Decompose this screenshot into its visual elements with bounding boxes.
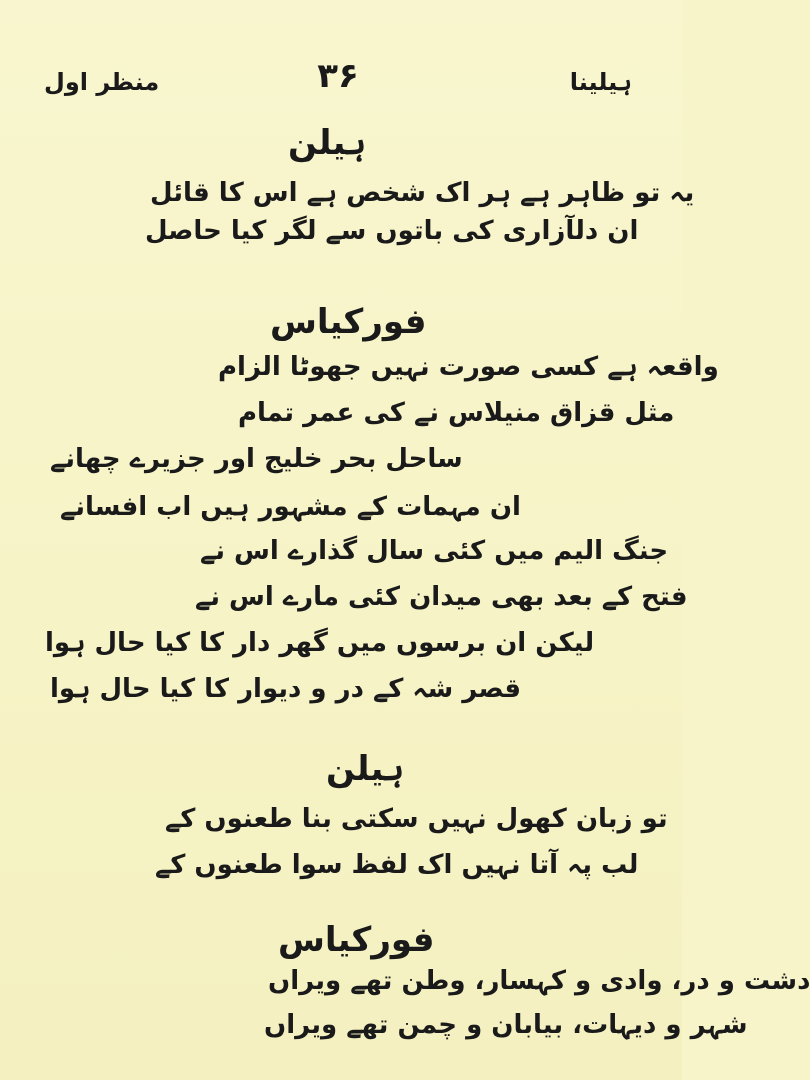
verse-line: یہ تو ظاہر ہے ہر اک شخص ہے اس کا قائل: [150, 178, 695, 208]
verse-line: تو زبان کھول نہیں سکتی بنا طعنوں کے: [165, 804, 668, 834]
verse-line: لیکن ان برسوں میں گھر دار کا کیا حال ہوا: [45, 628, 595, 658]
verse-line: فتح کے بعد بھی میدان کئی مارے اس نے: [195, 582, 688, 612]
verse-line: واقعہ ہے کسی صورت نہیں جھوٹا الزام: [218, 352, 719, 382]
speaker-name: ہیلن: [326, 749, 405, 789]
page-number: ۳۶: [317, 56, 359, 96]
verse-line: ان مہمات کے مشہور ہیں اب افسانے: [60, 492, 521, 522]
page-header: [44, 56, 632, 100]
speaker-name: فورکیاس: [278, 920, 435, 960]
verse-line: جنگ الیم میں کئی سال گذارے اس نے: [200, 536, 669, 566]
verse-line: مثل قزاق منیلاس نے کی عمر تمام: [238, 398, 675, 428]
speaker-name: ہیلن: [288, 123, 367, 163]
verse-line: دشت و در، وادی و کہسار، وطن تھے ویراں: [268, 966, 810, 996]
verse-line: قصر شہ کے در و دیوار کا کیا حال ہوا: [50, 674, 522, 704]
verse-line: ساحل بحر خلیج اور جزیرے چھانے: [50, 444, 463, 474]
verse-line: ان دلآزاری کی باتوں سے لگر کیا حاصل: [145, 216, 639, 246]
speaker-name: فورکیاس: [270, 302, 427, 342]
header-book-title: ہیلینا: [569, 68, 632, 96]
verse-line: لب پہ آتا نہیں اک لفظ سوا طعنوں کے: [155, 850, 639, 880]
header-scene-title: منظر اول: [44, 68, 160, 96]
verse-line: شہر و دیہات، بیابان و چمن تھے ویراں: [264, 1010, 748, 1040]
